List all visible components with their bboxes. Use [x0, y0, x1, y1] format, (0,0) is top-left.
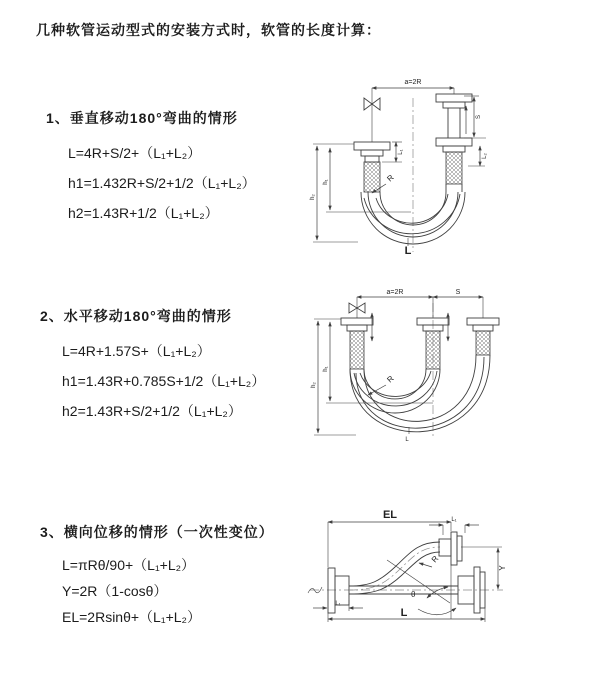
- d2-middle-pipe: [417, 297, 449, 369]
- diagram-vertical-180-bend: [308, 72, 543, 257]
- d2-right-pipe: [467, 297, 499, 355]
- d1-dim-h1-label: h₁: [323, 179, 329, 185]
- d3-radius-line: [387, 560, 450, 603]
- section-2: [40, 306, 265, 426]
- d3-dim-l-label: L: [400, 607, 408, 619]
- d1-dim-s-label: S: [476, 114, 482, 120]
- d1-radius-label: R: [385, 172, 396, 184]
- d2-dim-a2r-label: a=2R: [386, 289, 404, 296]
- d2-dim-h2-label: h₂: [311, 382, 317, 388]
- section-1-heading: 1、垂直移动180°弯曲的情形: [46, 110, 238, 126]
- formula-line: L=4R+1.57S+（L₁+L₂）: [62, 343, 211, 359]
- formula-line: h1=1.43R+0.785S+1/2（L₁+L₂）: [62, 373, 266, 389]
- d3-dim-l1-bottom-label: L₁: [335, 601, 341, 607]
- d3-upper-right-flange: [439, 532, 462, 565]
- d3-geometry-lines: [387, 560, 456, 619]
- d3-dim-y-label: Y: [498, 565, 507, 571]
- d2-dim-s-label: S: [455, 289, 461, 296]
- d3-dim-l1-top-label: L₁: [451, 517, 457, 523]
- page-title: 几种软管运动型式的安装方式时，软管的长度计算：: [36, 22, 381, 38]
- d3-radius-label: R: [429, 554, 441, 565]
- d1-valve-icon: [364, 88, 380, 142]
- d2-valve-icon: [349, 297, 365, 318]
- formula-line: L=4R+S/2+（L₁+L₂）: [68, 145, 202, 161]
- d3-theta-label: θ: [411, 590, 416, 599]
- d1-dim-a2r-label: a=2R: [404, 79, 422, 86]
- formula-line: h1=1.432R+S/2+1/2（L₁+L₂）: [68, 175, 256, 191]
- formula-line: h2=1.43R+S/2+1/2（L₁+L₂）: [62, 403, 242, 419]
- section-3-heading: 3、横向位移的情形（一次性变位）: [40, 524, 274, 540]
- formula-line: Y=2R（1-cosθ）: [62, 583, 168, 599]
- section-2-heading: 2、水平移动180°弯曲的情形: [40, 308, 232, 324]
- d1-length-label: L: [404, 245, 412, 257]
- section-3-formulas: [62, 552, 274, 630]
- formula-line: L=πRθ/90+（L₁+L₂）: [62, 557, 196, 573]
- d2-length-label: L: [405, 437, 409, 443]
- d1-dim-h2-label: h₂: [310, 194, 316, 200]
- formula-line: EL=2Rsinθ+（L₁+L₂）: [62, 609, 201, 625]
- d3-theta-arc: [427, 587, 448, 598]
- d2-left-pipe: [341, 318, 373, 369]
- d2-dim-h1-label: h₁: [323, 366, 329, 372]
- diagram-horizontal-180-bend: [310, 285, 590, 445]
- formula-line: h2=1.43R+1/2（L₁+L₂）: [68, 205, 219, 221]
- d3-dim-el-label: EL: [382, 509, 398, 521]
- diagram-lateral-displacement: [298, 505, 593, 665]
- section-1: [46, 108, 256, 228]
- section-3: [40, 522, 274, 630]
- section-2-formulas: [62, 336, 265, 426]
- d1-dim-l2-label: L₂: [482, 153, 488, 159]
- d2-radius-label: R: [385, 373, 396, 385]
- section-1-formulas: [68, 138, 256, 228]
- d1-right-pipe: [436, 88, 472, 192]
- d3-angle-arrow: [418, 608, 456, 615]
- d1-dim-l1-label: L₁: [398, 149, 404, 155]
